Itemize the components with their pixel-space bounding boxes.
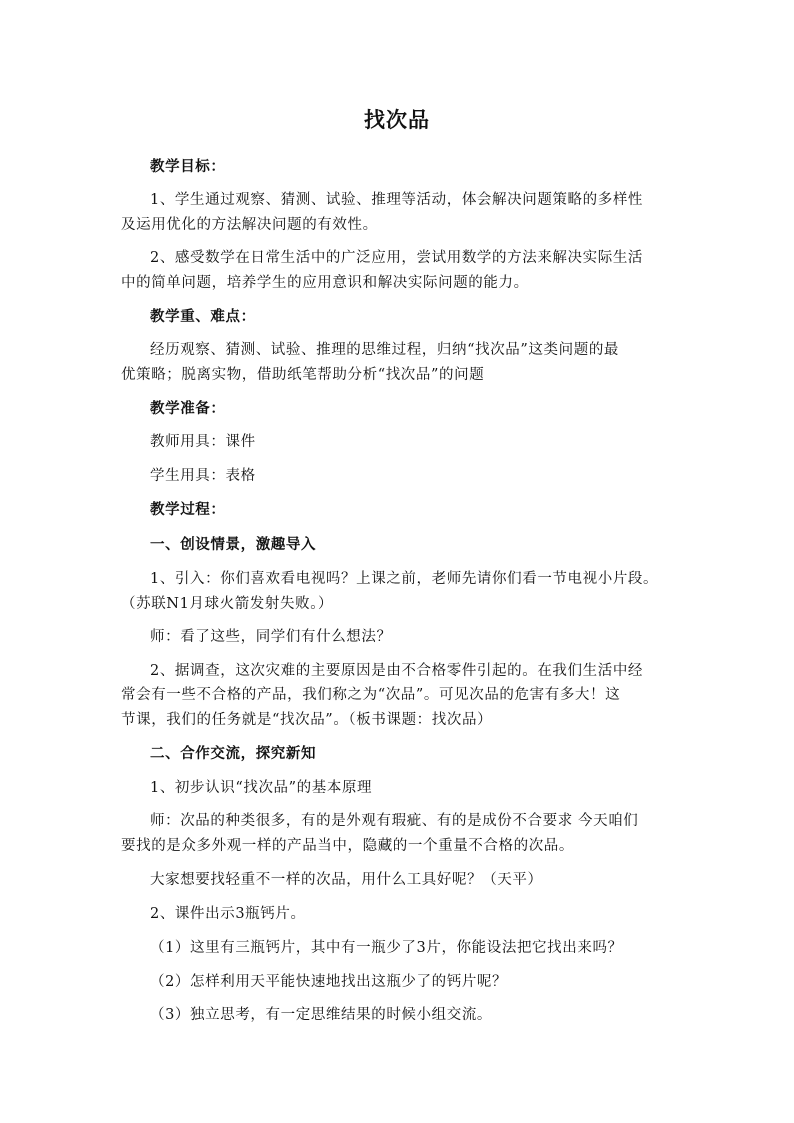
paragraph-line: 中的简单问题，培养学生的应用意识和解决实际问题的能力。 bbox=[121, 275, 529, 291]
section-heading-2: 二、合作交流，探究新知 bbox=[150, 745, 317, 762]
paragraph-line: 学生用具：表格 bbox=[150, 468, 256, 484]
paragraph-line: （3）独立思考，有一定思维结果的时候小组交流。 bbox=[150, 1007, 493, 1023]
paragraph-line: 1、引入：你们喜欢看电视吗？上课之前，老师先请你们看一节电视小片段。 bbox=[150, 571, 659, 587]
document-title: 找次品 bbox=[364, 107, 430, 132]
paragraph-line: 及运用优化的方法解决问题的有效性。 bbox=[121, 217, 378, 233]
paragraph-line: （2）怎样利用天平能快速地找出这瓶少了的钙片呢？ bbox=[150, 974, 508, 990]
paragraph-line: （苏联N1月球火箭发射失败。） bbox=[121, 596, 334, 612]
paragraph-line: 节课，我们的任务就是“找次品”。（板书课题：找次品） bbox=[121, 712, 493, 728]
paragraph-line: 2、课件出示3瓶钙片。 bbox=[150, 906, 306, 922]
paragraph-line: 教师用具：课件 bbox=[150, 434, 256, 450]
paragraph-line: （1）这里有三瓶钙片，其中有一瓶少了3片，你能设法把它找出来吗？ bbox=[150, 940, 623, 956]
paragraph-line: 2、据调查，这次灾难的主要原因是由不合格零件引起的。在我们生活中经 bbox=[150, 663, 644, 679]
paragraph-line: 师：看了这些，同学们有什么想法？ bbox=[150, 629, 392, 645]
paragraph-line: 要找的是众多外观一样的产品当中，隐藏的一个重量不合格的次品。 bbox=[121, 838, 574, 854]
paragraph-line: 常会有一些不合格的产品，我们称之为“次品”。可见次品的危害有多大！这 bbox=[121, 687, 621, 703]
paragraph-line: 优策略；脱离实物，借助纸笔帮助分析“找次品”的问题 bbox=[121, 367, 485, 383]
heading-preparation: 教学准备： bbox=[150, 400, 226, 417]
paragraph-line: 1、学生通过观察、猜测、试验、推理等活动，体会解决问题策略的多样性 bbox=[150, 192, 644, 208]
paragraph-line: 1、初步认识“找次品”的基本原理 bbox=[150, 780, 373, 796]
heading-teaching-goals: 教学目标： bbox=[150, 158, 226, 175]
section-heading-1: 一、创设情景，激趣导入 bbox=[150, 536, 317, 553]
heading-key-points: 教学重、难点： bbox=[150, 308, 256, 325]
heading-process: 教学过程： bbox=[150, 501, 226, 518]
paragraph-line: 2、感受数学在日常生活中的广泛应用，尝试用数学的方法来解决实际生活 bbox=[150, 250, 644, 266]
paragraph-line: 经历观察、猜测、试验、推理的思维过程，归纳“找次品”这类问题的最 bbox=[150, 342, 620, 358]
paragraph-line: 大家想要找轻重不一样的次品，用什么工具好呢？（天平） bbox=[150, 872, 543, 888]
paragraph-line: 师：次品的种类很多，有的是外观有瑕疵、有的是成份不合要求 今天咱们 bbox=[150, 813, 639, 829]
